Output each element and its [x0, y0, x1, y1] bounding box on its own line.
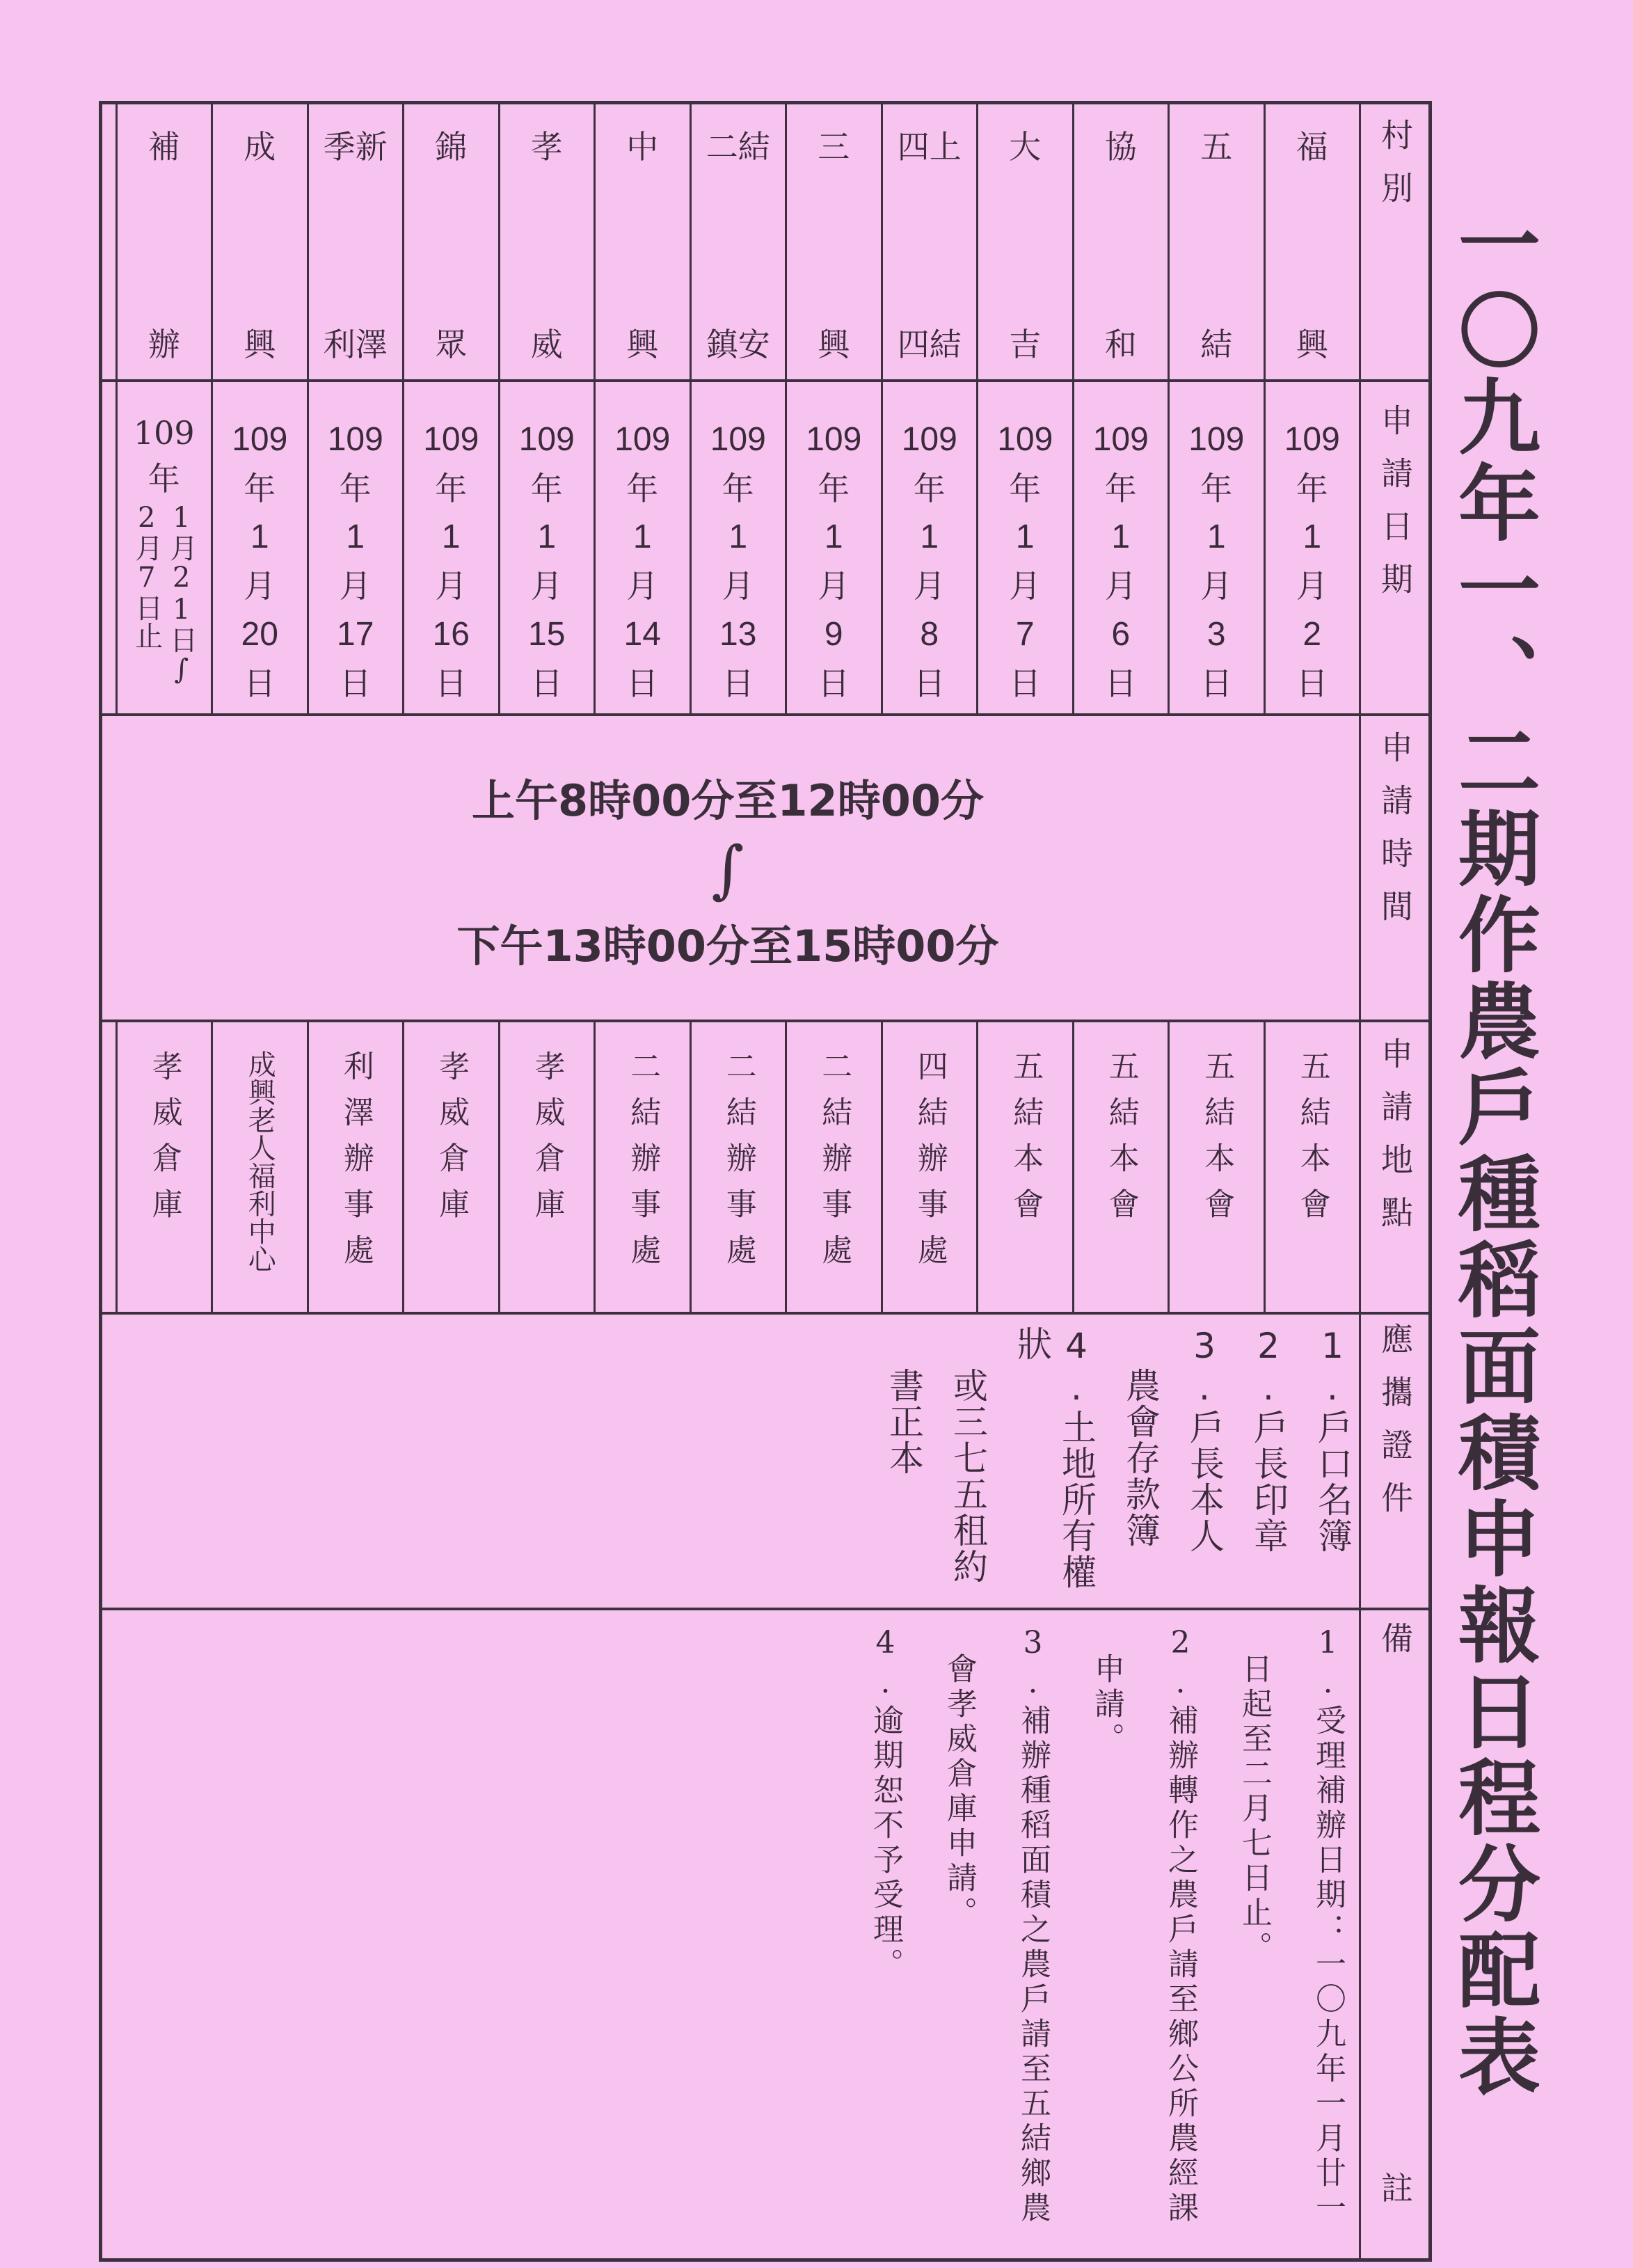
- date-part: 109: [518, 421, 575, 458]
- date-part: 1: [920, 518, 939, 555]
- village-name: [1170, 104, 1264, 379]
- village-name: [978, 104, 1072, 379]
- date-part: 13: [719, 616, 757, 653]
- apply-date: [1170, 382, 1264, 713]
- date-part: 年: [626, 470, 659, 507]
- header-remarks-top: 備: [1376, 1621, 1414, 1654]
- date-part: 日: [1296, 665, 1328, 702]
- village-name-part: 中: [626, 128, 659, 166]
- date-part: 20: [241, 616, 278, 653]
- date-part: 日: [1009, 665, 1042, 702]
- remark-line: 4.逾期恕不予受理。: [868, 1625, 903, 1983]
- date-part: 109: [901, 421, 957, 458]
- date-part: 9: [824, 616, 843, 653]
- date-part: 月: [435, 567, 468, 605]
- remark-line: 日起至二月七日止。: [1236, 1653, 1272, 1966]
- date-part: 月: [818, 567, 850, 605]
- village-name: [596, 104, 690, 379]
- date-part: 1: [441, 518, 461, 555]
- date-part: 109: [806, 421, 862, 458]
- date-part: 年: [435, 470, 468, 507]
- apply-place-text: 五結本會: [1294, 1050, 1330, 1234]
- header-apply-time: 申請時間: [1376, 731, 1414, 942]
- document-item: 3.戶長本人: [1184, 1326, 1225, 1554]
- village-name: [118, 104, 212, 379]
- date-part: 年: [1200, 470, 1233, 507]
- apply-date: [500, 382, 594, 713]
- apply-place-text: 五結本會: [1103, 1050, 1139, 1234]
- date-part: 109: [423, 421, 479, 458]
- village-name: [1074, 104, 1168, 379]
- apply-place: [1074, 1022, 1168, 1312]
- date-part: 日: [818, 665, 850, 702]
- date-part: 109: [997, 421, 1053, 458]
- apply-time-block: [102, 724, 1353, 1016]
- village-name-part: 大: [1009, 128, 1042, 166]
- documents-list: [882, 1326, 1355, 1604]
- date-part: 109: [1092, 421, 1149, 458]
- date-part: 1: [1303, 518, 1322, 555]
- date-part: 月: [1296, 567, 1328, 605]
- date-part: 17: [337, 616, 374, 653]
- apply-place: [787, 1022, 881, 1312]
- remarks-list: [865, 1625, 1348, 2237]
- apply-place-text: 孝威倉庫: [433, 1050, 470, 1234]
- date-part: 月: [1104, 567, 1137, 605]
- date-part: 109: [1188, 421, 1245, 458]
- apply-date: [309, 382, 403, 713]
- village-name-part: 二結: [706, 128, 770, 166]
- date-part: 1: [346, 518, 365, 555]
- village-name-part: 結: [1200, 326, 1233, 363]
- remark-line: 1.受理補辦日期：一〇九年一月廿一: [1310, 1625, 1346, 2226]
- date-part: 109: [327, 421, 383, 458]
- date-part: 月: [244, 567, 276, 605]
- document-item: 1.戶口名簿: [1312, 1326, 1353, 1554]
- date-range-part: 1月21日∫: [165, 502, 198, 685]
- header-village: 村別: [1376, 118, 1414, 224]
- date-part: 109: [614, 421, 671, 458]
- date-part: 1: [632, 518, 652, 555]
- date-part: 15: [528, 616, 566, 653]
- date-part: 月: [913, 567, 946, 605]
- remark-line: 2.補辦轉作之農戶請至鄉公所農經課: [1163, 1625, 1198, 2226]
- document-item: 農會存款簿: [1120, 1367, 1161, 1548]
- village-name: [787, 104, 881, 379]
- date-part: 年: [148, 460, 180, 498]
- date-part: 月: [722, 567, 754, 605]
- apply-place: [213, 1022, 307, 1312]
- apply-place: [1170, 1022, 1264, 1312]
- village-name: [500, 104, 594, 379]
- date-part: 日: [339, 665, 372, 702]
- apply-place: [883, 1022, 977, 1312]
- apply-date: [1266, 382, 1360, 713]
- afternoon-hours: 下午13時00分至15時00分: [456, 921, 999, 972]
- date-part: 日: [244, 665, 276, 702]
- date-part: 日: [722, 665, 754, 702]
- date-range-part: 2月7日止: [130, 502, 163, 649]
- apply-date: [883, 382, 977, 713]
- apply-date: [692, 382, 786, 713]
- header-apply-date: 申請日期: [1376, 404, 1414, 615]
- header-column-divider: [1359, 104, 1361, 2258]
- village-name-part: 四結: [897, 326, 962, 363]
- remark-line: 申請。: [1089, 1653, 1124, 1757]
- date-part: 日: [1104, 665, 1137, 702]
- apply-place: [1266, 1022, 1360, 1312]
- document-item: 2.戶長印章: [1248, 1326, 1289, 1554]
- remark-line: 會孝威倉庫申請。: [941, 1653, 977, 1931]
- apply-place-text: 二結辦事處: [720, 1050, 756, 1280]
- date-part: 6: [1111, 616, 1131, 653]
- apply-place-text: 孝威倉庫: [146, 1050, 182, 1234]
- date-part: 1: [250, 518, 269, 555]
- date-part: 年: [1104, 470, 1137, 507]
- date-part: 3: [1206, 616, 1226, 653]
- document-title: 一〇九年一、二期作農戶種稻面積申報日程分配表: [1444, 202, 1540, 2100]
- village-name-part: 興: [626, 326, 659, 363]
- date-part: 109: [1284, 421, 1340, 458]
- date-part: 日: [435, 665, 468, 702]
- document-item: 書正本: [884, 1367, 924, 1476]
- row-divider-date: [99, 713, 1432, 716]
- date-part: 109: [710, 421, 766, 458]
- apply-date: [404, 382, 498, 713]
- apply-place: [309, 1022, 403, 1312]
- date-part: 年: [818, 470, 850, 507]
- date-part: 日: [913, 665, 946, 702]
- apply-place: [692, 1022, 786, 1312]
- village-name-part: 季新: [323, 128, 388, 166]
- date-part: 年: [913, 470, 946, 507]
- apply-place-text: 利澤辦事處: [337, 1050, 374, 1280]
- village-name-part: 吉: [1009, 326, 1042, 363]
- apply-place: [404, 1022, 498, 1312]
- apply-date: [787, 382, 881, 713]
- apply-place-text: 五結本會: [1199, 1050, 1235, 1234]
- date-part: 日: [626, 665, 659, 702]
- date-part: 109: [232, 421, 288, 458]
- village-name: [404, 104, 498, 379]
- row-divider-documents: [99, 1608, 1432, 1610]
- village-name-part: 福: [1296, 128, 1328, 166]
- village-name-part: 補: [148, 128, 180, 166]
- village-name: [692, 104, 786, 379]
- apply-place-text: 二結辦事處: [816, 1050, 852, 1280]
- date-part: 8: [920, 616, 939, 653]
- apply-date: [213, 382, 307, 713]
- village-name: [1266, 104, 1360, 379]
- apply-date: [118, 382, 212, 713]
- date-part: 月: [1200, 567, 1233, 605]
- village-name-part: 興: [1296, 326, 1328, 363]
- date-part: 月: [1009, 567, 1042, 605]
- date-part: 14: [623, 616, 661, 653]
- apply-place-text: 五結本會: [1007, 1050, 1044, 1234]
- morning-hours: 上午8時00分至12時00分: [472, 775, 984, 826]
- document-item: 或三七五租約: [948, 1367, 988, 1585]
- document-item: 4.土地所有權狀: [1012, 1326, 1097, 1590]
- range-symbol: ∫: [711, 833, 744, 906]
- date-part: 年: [1296, 470, 1328, 507]
- date-part: 16: [432, 616, 470, 653]
- date-part: 1: [537, 518, 557, 555]
- apply-place-text: 成興老人福利中心: [244, 1050, 276, 1273]
- village-name-part: 五: [1200, 128, 1233, 166]
- date-part: 1: [1206, 518, 1226, 555]
- village-name: [883, 104, 977, 379]
- village-name-part: 辦: [148, 326, 180, 363]
- date-part: 109: [133, 414, 195, 452]
- date-part: 1: [824, 518, 843, 555]
- header-remarks-bottom: 註: [1376, 2171, 1414, 2203]
- apply-place-text: 二結辦事處: [625, 1050, 661, 1280]
- village-name-part: 眾: [435, 326, 468, 363]
- apply-place: [596, 1022, 690, 1312]
- apply-place: [500, 1022, 594, 1312]
- village-name-part: 鎮安: [706, 326, 770, 363]
- village-name-part: 孝: [530, 128, 563, 166]
- date-part: 7: [1015, 616, 1035, 653]
- remark-line: 3.補辦種稻面積之農戶請至五結鄉農: [1015, 1625, 1051, 2226]
- apply-date: [978, 382, 1072, 713]
- date-part: 日: [1200, 665, 1233, 702]
- date-part: 1: [728, 518, 748, 555]
- date-part: 月: [626, 567, 659, 605]
- apply-place: [118, 1022, 212, 1312]
- village-name-part: 興: [818, 326, 850, 363]
- header-apply-place: 申請地點: [1376, 1037, 1414, 1248]
- date-part: 年: [530, 470, 563, 507]
- village-name-part: 威: [530, 326, 563, 363]
- apply-date: [1074, 382, 1168, 713]
- date-part: 2: [1303, 616, 1322, 653]
- date-part: 年: [722, 470, 754, 507]
- header-documents: 應攜證件: [1376, 1322, 1414, 1534]
- apply-place: [978, 1022, 1072, 1312]
- village-name-part: 錦: [435, 128, 468, 166]
- row-divider-place: [99, 1312, 1432, 1315]
- date-part: 1: [1111, 518, 1131, 555]
- date-part: 年: [339, 470, 372, 507]
- date-part: 月: [339, 567, 372, 605]
- apply-place-text: 四結辦事處: [911, 1050, 948, 1280]
- village-name-part: 利澤: [323, 326, 388, 363]
- date-part: 月: [530, 567, 563, 605]
- date-part: 1: [1015, 518, 1035, 555]
- village-name-part: 四上: [897, 128, 962, 166]
- village-name-part: 成: [244, 128, 276, 166]
- village-name: [309, 104, 403, 379]
- date-part: 年: [1009, 470, 1042, 507]
- village-name-part: 和: [1104, 326, 1137, 363]
- village-name: [213, 104, 307, 379]
- apply-date: [596, 382, 690, 713]
- date-part: 日: [530, 665, 563, 702]
- date-part: 年: [244, 470, 276, 507]
- village-name-part: 協: [1104, 128, 1137, 166]
- village-name-part: 三: [818, 128, 850, 166]
- village-name-part: 興: [244, 326, 276, 363]
- apply-place-text: 孝威倉庫: [529, 1050, 565, 1234]
